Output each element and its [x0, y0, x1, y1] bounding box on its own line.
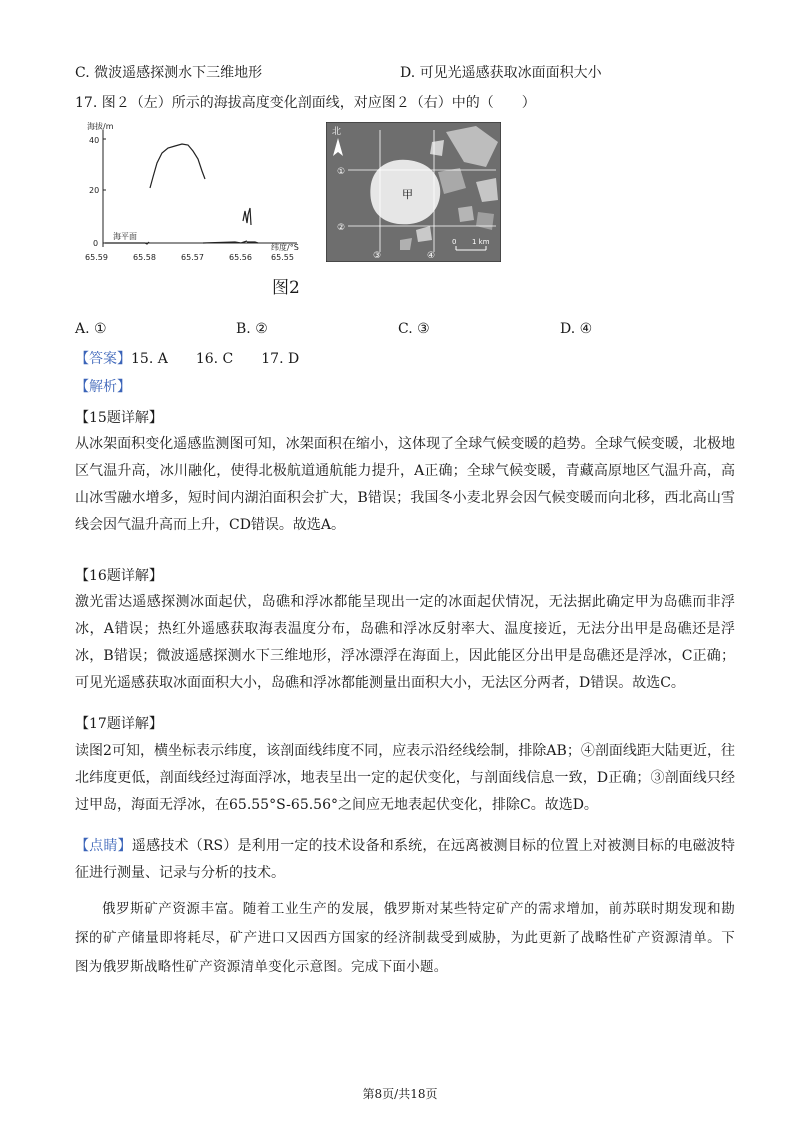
answer-tag: 【答案】: [75, 351, 131, 367]
option-17d: D. ④: [560, 321, 593, 337]
profile-line-left: [105, 242, 149, 244]
option-17c: C. ③: [398, 321, 430, 337]
figure-caption: 图2: [272, 278, 300, 298]
q17-detail-body: 读图2可知，横坐标表示纬度，该剖面线纬度不同，应表示沿经线绘制，排除AB；④剖面线距大陆更近，往北纬度更低，剖面线经过海面浮冰，地表呈出一定的起伏变化，与剖面线信息一致，D正确；③剖面线只经过甲岛，海面无浮冰，在65.55°S-65.56°之间应无地表起伏变化，排除C。故选D。: [75, 743, 735, 813]
scale-zero: 0: [452, 238, 457, 246]
x-tick-5: 65.55: [271, 253, 294, 262]
x-tick-3: 65.57: [181, 253, 204, 262]
page-footer: 第8页/共18页: [362, 1087, 438, 1101]
y-tick-0: 0: [93, 239, 99, 248]
y-axis-label: 海拔/m: [87, 122, 114, 131]
q17-detail-title: 【17题详解】: [75, 716, 163, 732]
option-17a: A. ①: [75, 321, 107, 337]
option-16c: C. 微波遥感探测水下三维地形: [75, 65, 263, 81]
x-tick-2: 65.58: [133, 253, 156, 262]
q16-title: 【16题详解】: [75, 568, 163, 584]
answer-line: [75, 350, 299, 368]
sea-level-label: 海平面: [113, 232, 137, 241]
line-3-label: ③: [373, 251, 382, 261]
ice-floe: [458, 206, 474, 222]
profile-hill: [150, 144, 205, 188]
profile-line-right: [203, 241, 247, 243]
satellite-map: [326, 122, 501, 262]
question-17-stem: 17. 图２（左）所示的海拔高度变化剖面线，对应图２（右）中的（ ）: [75, 95, 536, 111]
y-tick-20: 20: [89, 186, 100, 195]
line-1-label: ①: [337, 167, 346, 177]
option-17b: B. ②: [236, 321, 268, 337]
profile-spikes: [243, 208, 251, 225]
q16-body: 激光雷达遥感探测冰面起伏，岛礁和浮冰都能呈现出一定的冰面起伏情况，无法据此确定甲为岛礁而非浮冰，A错误；热红外遥感获取海表温度分布，岛礁和浮冰反射率大、温度接近，无法分出甲是岛礁还是浮冰，B错误；微波遥感探测水下三维地形，浮冰漂浮在海面上，因此能区分出甲是岛礁还是浮冰，C正确；可见光遥感获取冰面面积大小，岛礁和浮冰都能测量出面积大小，无法区分两者，D错误。故选C。: [75, 594, 735, 691]
x-tick-1: 65.59: [85, 253, 108, 262]
answer-text: 15. A 16. C 17. D: [131, 351, 300, 367]
tip-paragraph: [75, 833, 735, 887]
tip-body: 遥感技术（RS）是利用一定的技术设备和系统，在远离被测目标的位置上对被测目标的电磁波特征进行测量、记录与分析的技术。: [75, 838, 736, 881]
line-2-label: ②: [337, 223, 346, 233]
q15-title: 【15题详解】: [75, 410, 163, 426]
option-16d: D. 可见光遥感获取冰面面积大小: [400, 65, 602, 81]
x-tick-4: 65.56: [229, 253, 252, 262]
island-label: 甲: [402, 188, 413, 201]
x-axis-label: 纬度/°S: [271, 243, 299, 252]
tip-tag: 【点睛】: [75, 838, 132, 854]
y-tick-40: 40: [89, 136, 100, 145]
analysis-tag: 【解析】: [75, 379, 131, 395]
scale-km: 1 km: [472, 238, 490, 246]
ice-floe: [430, 140, 444, 156]
line-4-label: ④: [427, 251, 436, 261]
intro-paragraph: 俄罗斯矿产资源丰富。随着工业生产的发展，俄罗斯对某些特定矿产的需求增加，前苏联时期发现和勘探的矿产储量即将耗尽，矿产进口又因西方国家的经济制裁受到威胁，为此更新了战略性矿产资源清单。下图为俄罗斯战略性矿产资源清单变化示意图。完成下面小题。: [75, 901, 735, 975]
ice-floe: [400, 238, 412, 250]
north-label: 北: [332, 127, 342, 137]
elevation-profile-chart: [75, 115, 310, 265]
q15-body: 从冰架面积变化遥感监测图可知，冰架面积在缩小，这体现了全球气候变暖的趋势。全球气候变暖，北极地区气温升高，冰川融化，使得北极航道通航能力提升，A正确；全球气候变暖，青藏高原地区气温升高，高山冰雪融水增多，短时间内湖泊面积会扩大，B错误；我国冬小麦北界会因气候变暖而向北移，西北高山雪线会因气温升高而上升，CD错误。故选A。: [75, 436, 735, 533]
